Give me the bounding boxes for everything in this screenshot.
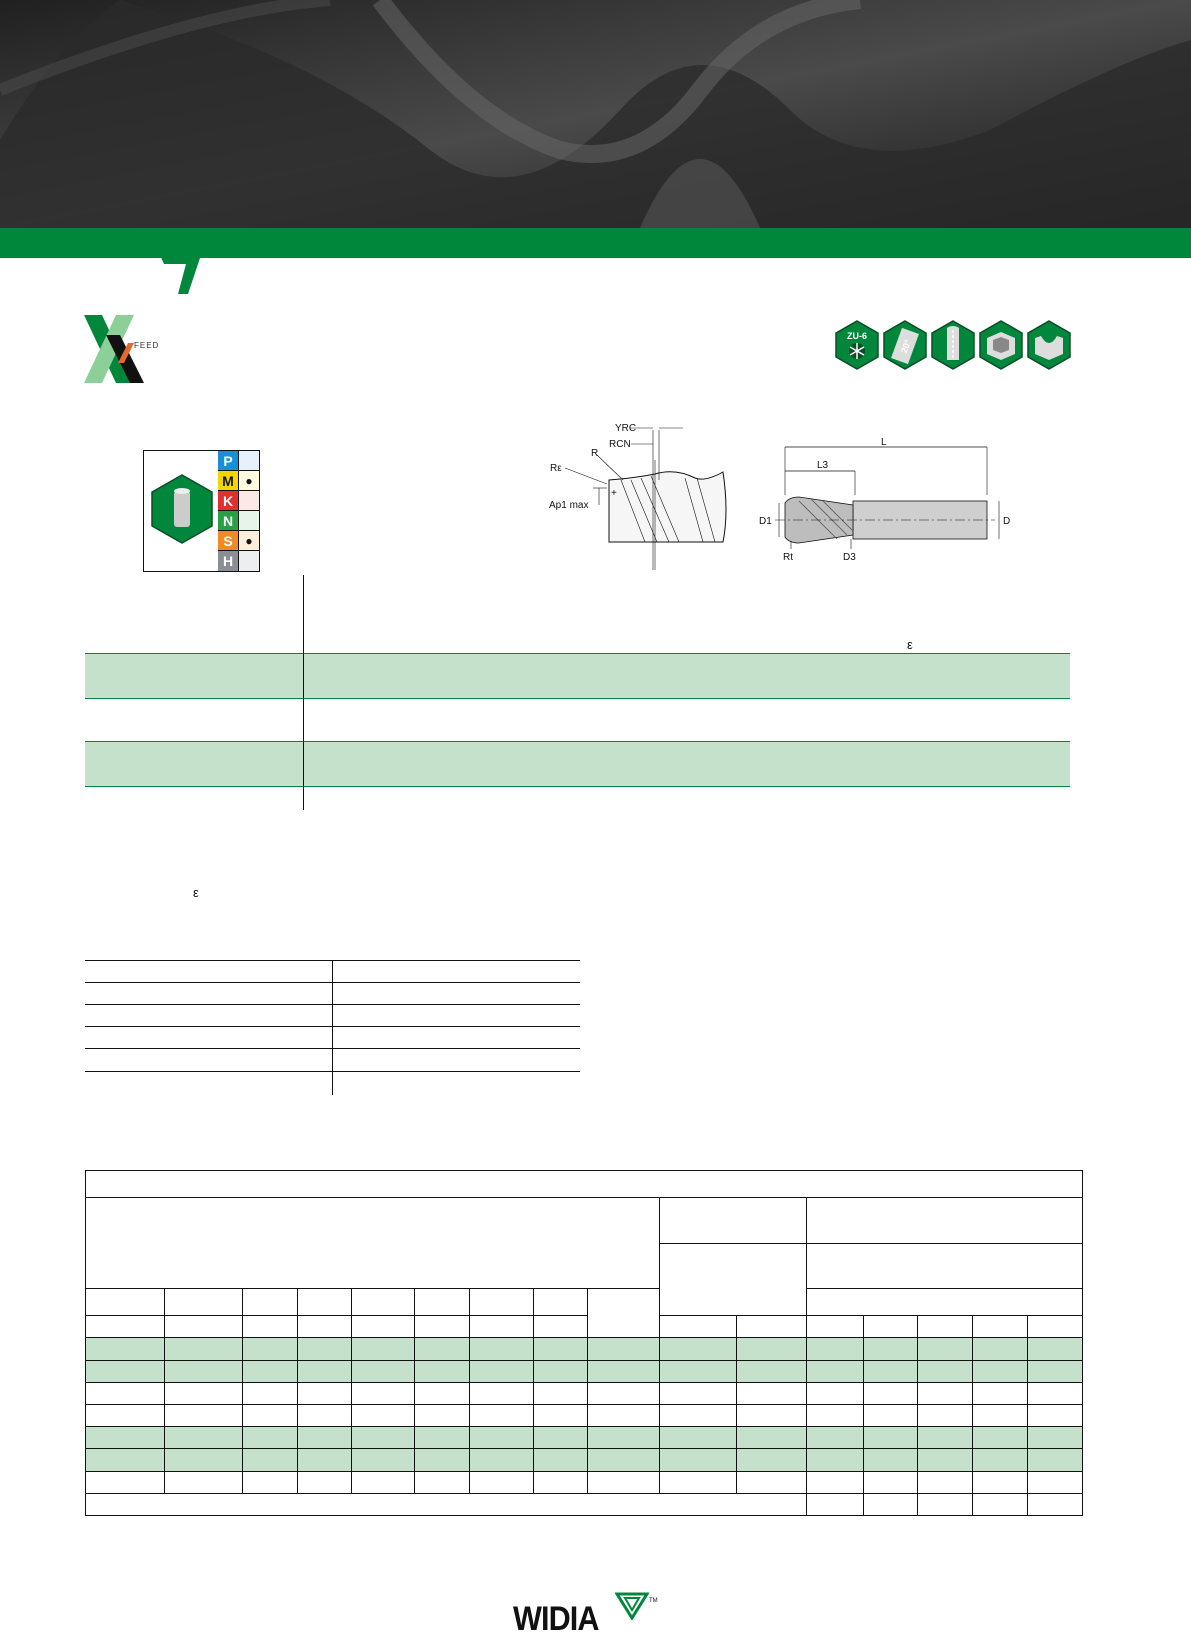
solid-endmill-hex-icon [150, 473, 214, 545]
band-arrow-tab [150, 244, 204, 294]
material-h-marker [238, 551, 259, 571]
material-application-box [143, 450, 260, 572]
small-table-column-divider [332, 960, 333, 1095]
table-row [86, 1338, 1083, 1360]
widia-logo [513, 1598, 673, 1640]
material-s-recommended-dot: ● [238, 531, 259, 550]
x-feed-logo-mark [84, 315, 174, 383]
x-feed-logo [84, 315, 174, 383]
through-coolant-icon [931, 320, 975, 370]
material-row-k: K [218, 491, 260, 511]
svg-text:ZU-6: ZU-6 [847, 331, 867, 341]
material-row-n: N [218, 511, 260, 531]
spec-row-shaded [85, 742, 1070, 786]
profiling-icon [1027, 320, 1071, 370]
svg-text:Rt: Rt [783, 552, 793, 563]
table-footer-row [86, 1493, 1083, 1515]
table-row [86, 1427, 1083, 1449]
material-row-p: P [218, 451, 260, 471]
widia-wordmark: WIDIA [513, 1600, 599, 1638]
svg-text:Rε: Rε [550, 463, 562, 474]
svg-text:D1: D1 [759, 516, 772, 527]
svg-text:RCN: RCN [609, 439, 631, 450]
material-m-recommended-dot: ● [238, 471, 259, 490]
spec-row-shaded [85, 654, 1070, 698]
table-row [86, 1471, 1083, 1493]
spec-table-rule [85, 786, 1070, 787]
epsilon-symbol-note: ε [193, 885, 199, 900]
spec-table-rule [85, 698, 1070, 699]
table-header-row [86, 1198, 1083, 1243]
svg-text:20°: 20° [898, 338, 913, 355]
table-title-row [86, 1171, 1083, 1198]
endmill-dimension-diagram [755, 435, 1015, 575]
x-feed-logo-text: FEED [134, 341, 160, 350]
table-row [86, 1382, 1083, 1404]
svg-text:YRC: YRC [615, 423, 637, 434]
svg-text:R: R [591, 448, 599, 459]
svg-text:L3: L3 [817, 460, 829, 471]
hero-banner-image [0, 0, 1191, 228]
tool-tip-geometry-diagram [545, 420, 745, 575]
material-row-m: M ● [218, 471, 260, 491]
material-n-marker [238, 511, 259, 530]
material-p-marker [238, 451, 259, 470]
table-row [86, 1405, 1083, 1427]
svg-text:+: + [611, 488, 617, 499]
cutting-data-table [85, 1170, 1083, 1516]
feature-icon-row [835, 320, 1071, 370]
epsilon-symbol: ε [907, 637, 913, 652]
iso-material-grid [218, 451, 260, 571]
helix-20-icon [883, 320, 927, 370]
spec-table-column-divider [303, 575, 304, 810]
zu6-coolant-icon [835, 320, 879, 370]
widia-triangle-mark [615, 1592, 649, 1620]
hero-tool-photo [0, 0, 1191, 228]
table-row [86, 1360, 1083, 1382]
svg-text:Ap1 max: Ap1 max [549, 500, 589, 511]
svg-text:D3: D3 [843, 552, 856, 563]
material-row-s: S ● [218, 531, 260, 551]
material-k-marker [238, 491, 259, 510]
table-row [86, 1449, 1083, 1471]
trademark-symbol: TM [649, 1598, 658, 1604]
pocketing-icon [979, 320, 1023, 370]
table-header-row [86, 1289, 1083, 1316]
table-header-row [86, 1316, 1083, 1338]
svg-text:L: L [881, 437, 887, 448]
material-row-h: H [218, 551, 260, 571]
svg-text:D: D [1003, 516, 1011, 527]
